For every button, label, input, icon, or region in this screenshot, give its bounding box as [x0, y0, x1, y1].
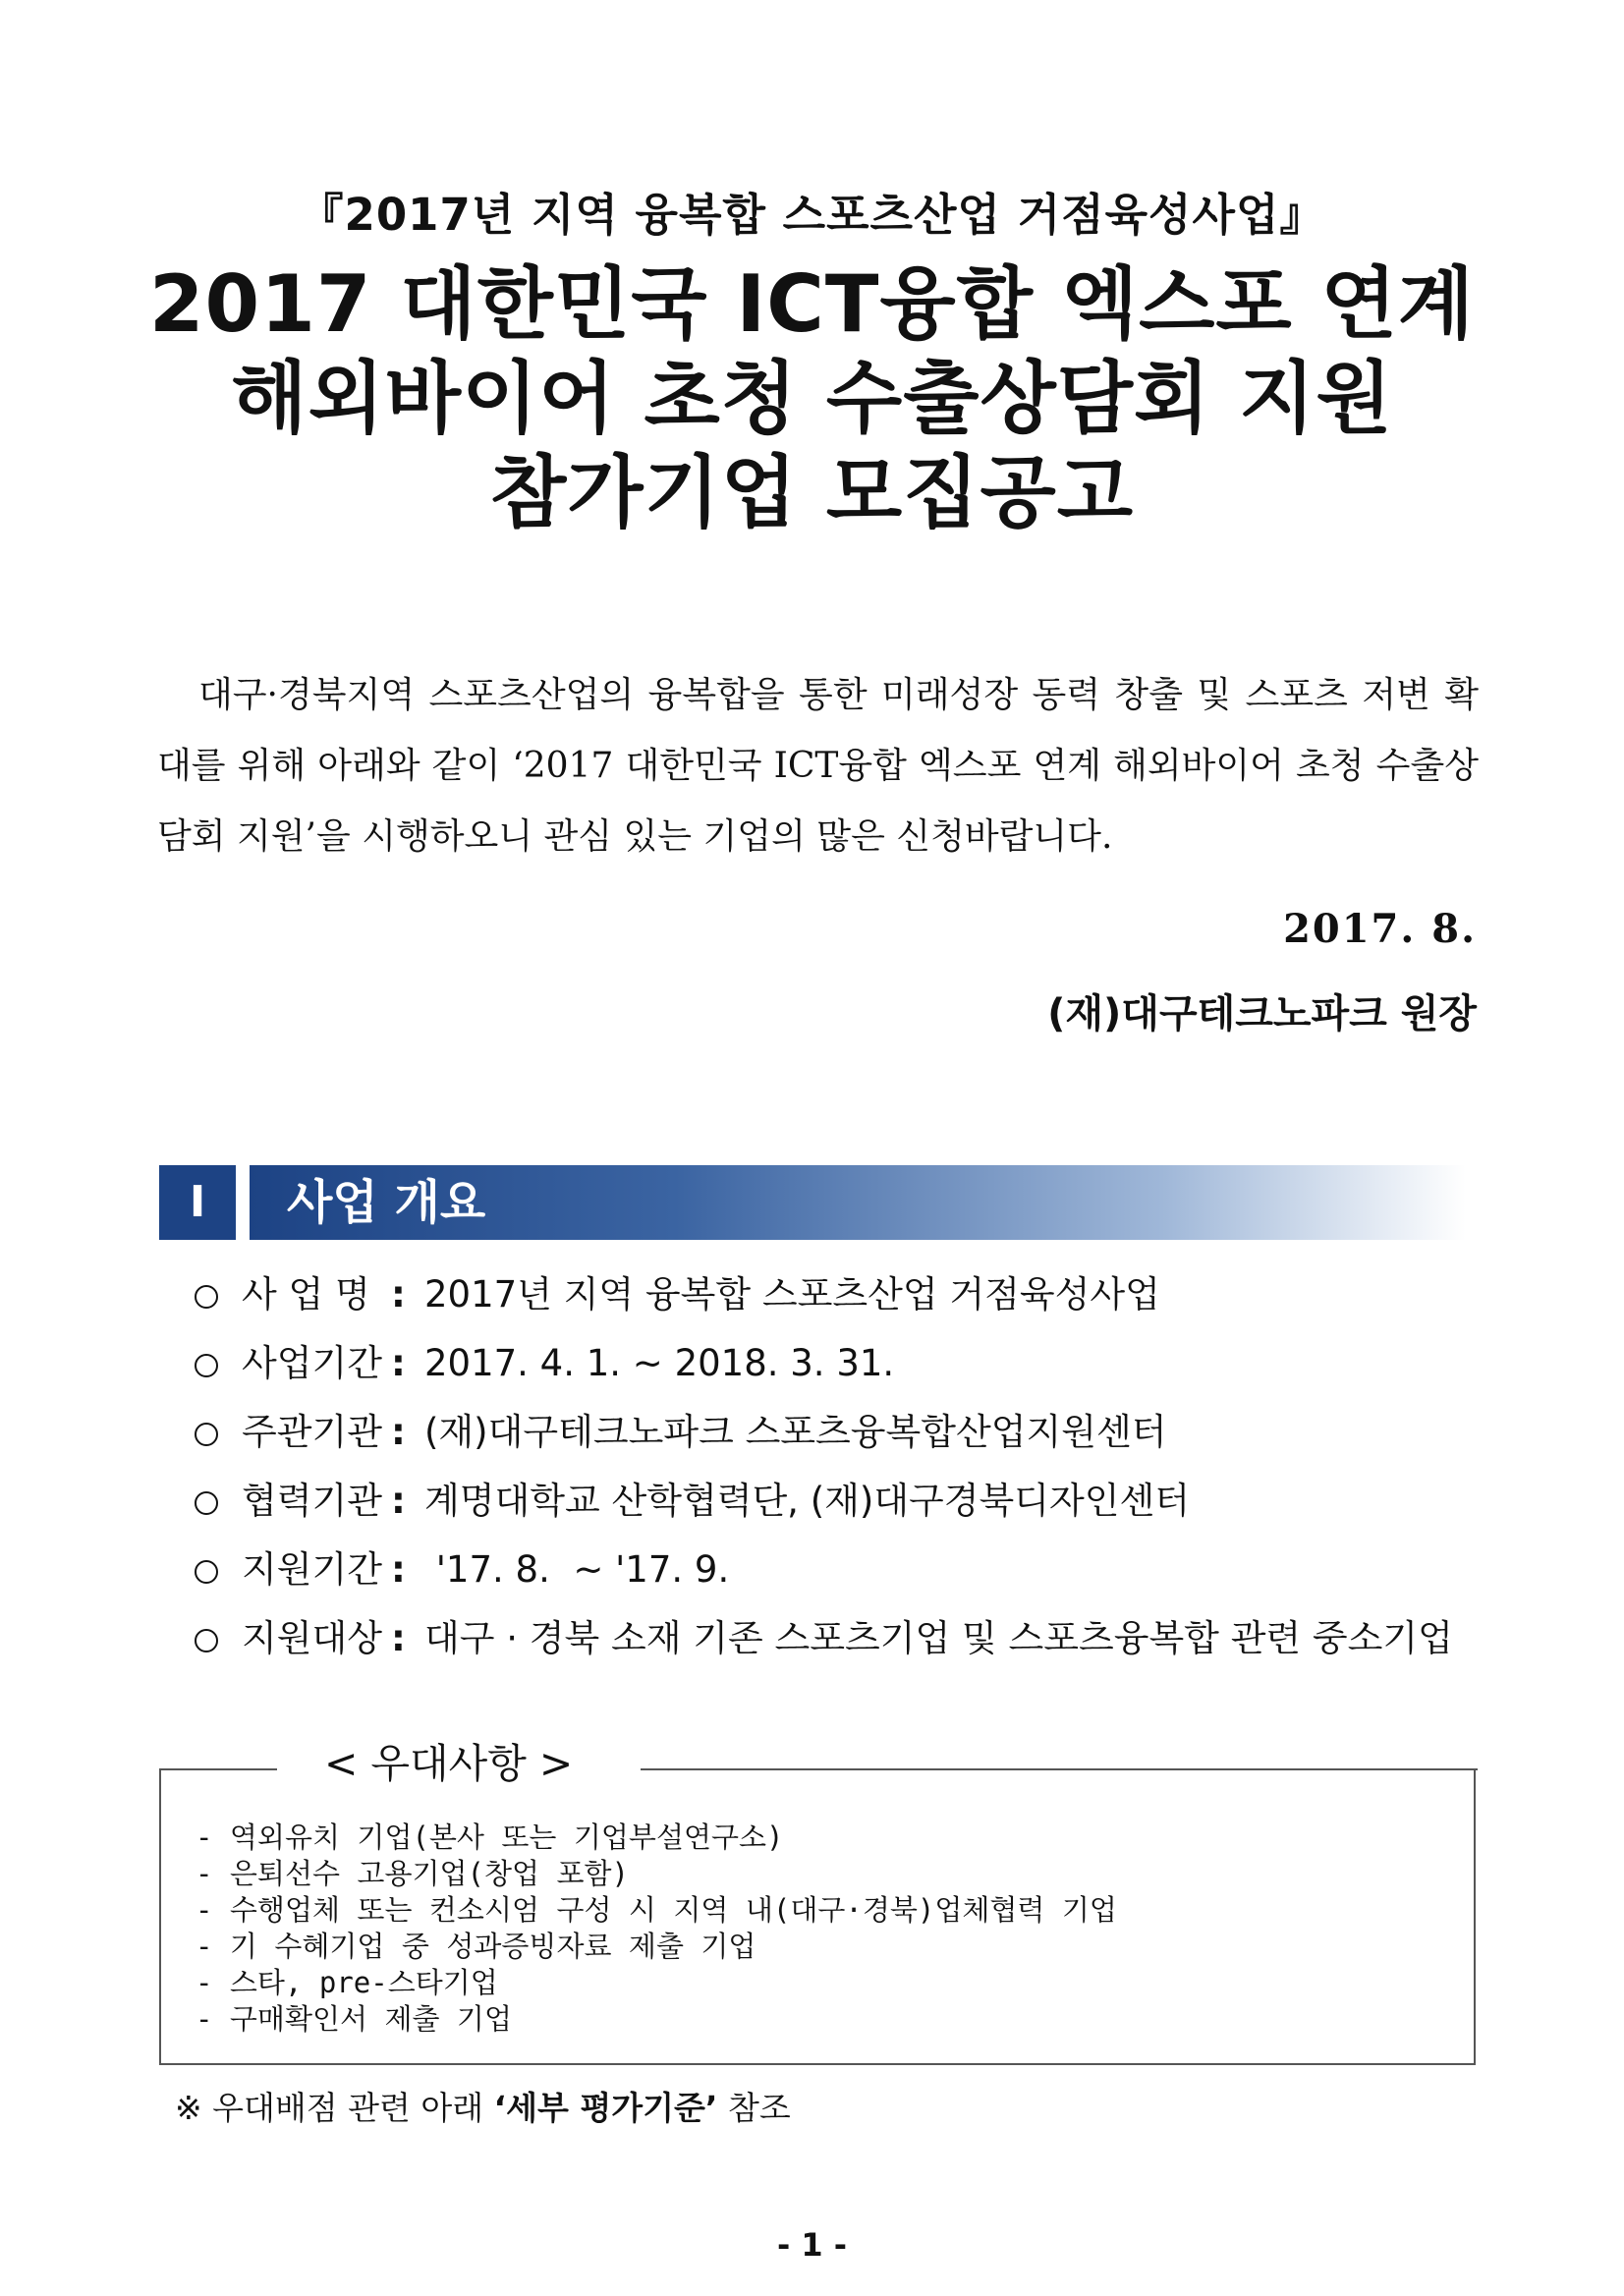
overview-value: 계명대학교 산학협력단, (재)대구경북디자인센터 — [424, 1480, 1190, 1522]
overview-label: 지원대상 — [242, 1617, 382, 1659]
circle-bullet-icon — [195, 1398, 224, 1467]
announcement-date: 2017. 8. — [1283, 906, 1477, 952]
section-title: 사업 개요 — [287, 1175, 486, 1230]
list-item: - 수행업체 또는 컨소시엄 구성 시 지역 내(대구·경북)업체협력 기업 — [196, 1893, 1117, 1927]
circle-bullet-icon — [195, 1604, 224, 1673]
title-line-2: 해외바이어 초청 수출상담회 지원 — [231, 353, 1393, 444]
overview-colon: : — [391, 1480, 406, 1522]
document-subtitle: 『2017년 지역 융복합 스포츠산업 거점육성사업』 — [299, 189, 1325, 241]
list-item: - 은퇴선수 고용기업(창업 포함) — [196, 1857, 629, 1890]
overview-colon: : — [391, 1342, 406, 1384]
circle-bullet-icon — [195, 1467, 224, 1536]
footnote-prefix: ※ 우대배점 관련 아래 — [175, 2089, 494, 2127]
section-number: Ⅰ — [159, 1165, 236, 1240]
section-header — [159, 1165, 1466, 1240]
footnote-emphasis: ‘세부 평가기준’ — [493, 2089, 718, 2127]
footnote-suffix: 참조 — [717, 2089, 791, 2127]
overview-value: 대구 · 경북 소재 기존 스포츠기업 및 스포츠융복합 관련 중소기업 — [424, 1617, 1453, 1659]
preferences-list — [196, 1820, 1117, 2038]
list-item: - 역외유치 기업(본사 또는 기업부설연구소) — [196, 1820, 784, 1854]
circle-bullet-icon — [195, 1260, 224, 1329]
title-line-3: 참가기업 모집공고 — [489, 447, 1135, 538]
overview-colon: : — [391, 1411, 406, 1453]
intro-section — [157, 660, 1479, 872]
list-item: - 기 수혜기업 중 성과증빙자료 제출 기업 — [196, 1930, 756, 1963]
overview-colon: : — [391, 1548, 406, 1591]
document-title — [0, 257, 1624, 540]
circle-bullet-icon — [195, 1536, 224, 1604]
page-number: - 1 - — [776, 2226, 848, 2264]
overview-colon: : — [391, 1617, 406, 1659]
overview-colon: : — [391, 1273, 406, 1316]
preferences-heading: < 우대사항 > — [324, 1740, 574, 1787]
overview-value: (재)대구테크노파크 스포츠융복합산업지원센터 — [424, 1411, 1167, 1453]
overview-label: 주관기관 — [242, 1411, 382, 1453]
overview-value: 2017년 지역 융복합 스포츠산업 거점육성사업 — [424, 1273, 1160, 1316]
circle-bullet-icon — [195, 1329, 224, 1398]
footnote — [175, 2083, 791, 2129]
preferences-box — [159, 1768, 1476, 2065]
overview-label: 협력기관 — [242, 1480, 382, 1522]
list-item: - 스타, pre-스타기업 — [196, 1966, 498, 1999]
title-line-1: 2017 대한민국 ICT융합 엑스포 연계 — [148, 258, 1476, 350]
overview-label: 사업기간 — [242, 1342, 382, 1384]
overview-value: '17. 8. ~ '17. 9. — [424, 1548, 730, 1591]
overview-label: 지원기간 — [242, 1548, 382, 1591]
issuing-organization: (재)대구테크노파크 원장 — [1047, 991, 1477, 1036]
overview-value: 2017. 4. 1. ~ 2018. 3. 31. — [424, 1342, 895, 1384]
list-item: - 구매확인서 제출 기업 — [196, 2002, 512, 2036]
intro-paragraph: 대구·경북지역 스포츠산업의 융복합을 통한 미래성장 동력 창출 및 스포츠 저변 확대를 위해 아래와 같이 ‘2017 대한민국 ICT융합 엑스포 연계 해외바이어 초청 수출상담회 지원’을 시행하오니 관심 있는 기업의 많은 신청바랍니다. — [157, 675, 1479, 857]
overview-label: 사 업 명 — [242, 1273, 370, 1316]
